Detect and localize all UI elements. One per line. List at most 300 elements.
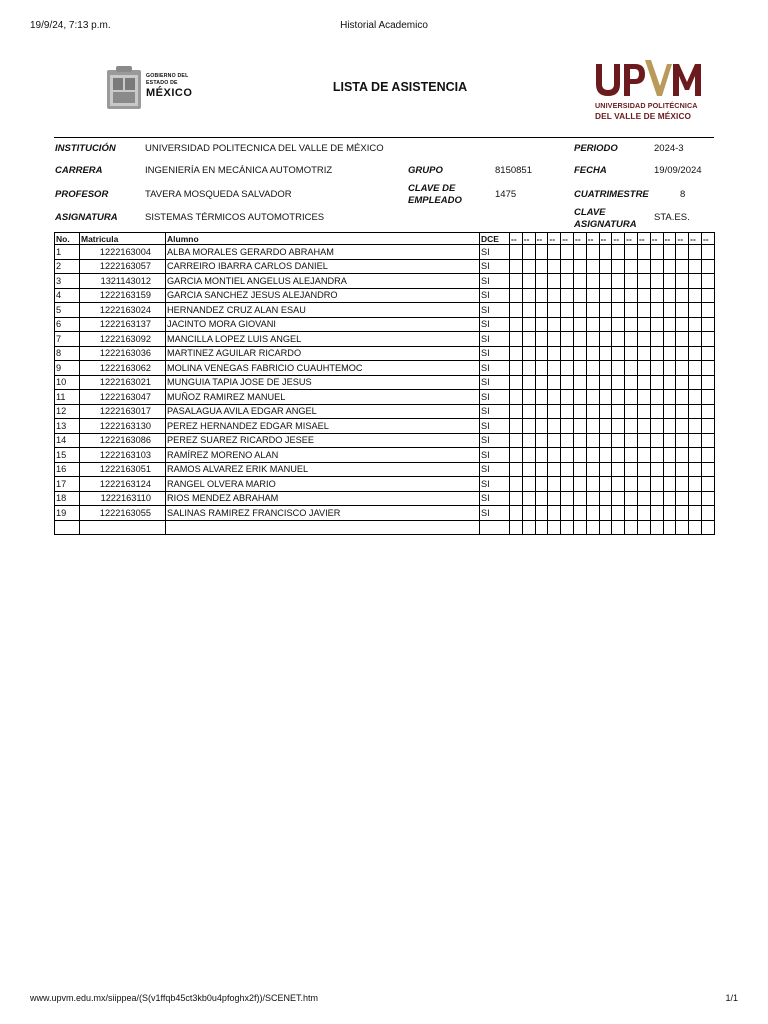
col-header-mark: -- [573, 233, 586, 245]
grupo-value: 8150851 [495, 165, 532, 176]
empty-cell [561, 520, 574, 535]
attendance-cell [586, 375, 599, 390]
table-row [55, 317, 715, 332]
attendance-cell [701, 259, 714, 274]
clave-empleado-label-line-1: CLAVE DE [408, 183, 456, 194]
attendance-cell [573, 274, 586, 289]
attendance-cell [561, 404, 574, 419]
row-matricula: 1222163036 [80, 346, 166, 361]
attendance-cell [625, 448, 638, 463]
attendance-cell [510, 491, 523, 506]
row-dce: SI [480, 288, 510, 303]
attendance-cell [663, 433, 676, 448]
attendance-cell [689, 361, 702, 376]
attendance-cell [701, 390, 714, 405]
attendance-cell [701, 433, 714, 448]
row-dce: SI [480, 506, 510, 521]
row-alumno: MOLINA VENEGAS FABRICIO CUAUHTEMOC [166, 361, 480, 376]
attendance-cell [573, 259, 586, 274]
row-dce: SI [480, 361, 510, 376]
attendance-cell [586, 346, 599, 361]
attendance-cell [535, 375, 548, 390]
attendance-cell [548, 303, 561, 318]
table-row [55, 288, 715, 303]
attendance-cell [548, 259, 561, 274]
attendance-cell [612, 361, 625, 376]
attendance-cell [689, 274, 702, 289]
table-header-row [55, 233, 715, 245]
attendance-cell [561, 259, 574, 274]
row-no: 11 [55, 390, 80, 405]
attendance-cell [535, 332, 548, 347]
row-no: 6 [55, 317, 80, 332]
attendance-cell [548, 361, 561, 376]
print-header [30, 20, 738, 34]
attendance-cell [548, 332, 561, 347]
attendance-cell [561, 346, 574, 361]
row-alumno: MUÑOZ RAMIREZ MANUEL [166, 390, 480, 405]
row-matricula: 1222163057 [80, 259, 166, 274]
col-header-mark: -- [612, 233, 625, 245]
row-no: 7 [55, 332, 80, 347]
attendance-cell [637, 274, 650, 289]
attendance-cell [676, 288, 689, 303]
attendance-cell [548, 433, 561, 448]
attendance-cell [637, 288, 650, 303]
attendance-cell [612, 506, 625, 521]
attendance-cell [599, 259, 612, 274]
attendance-cell [637, 462, 650, 477]
profesor-label: PROFESOR [55, 189, 109, 200]
attendance-cell [548, 390, 561, 405]
attendance-cell [650, 245, 663, 260]
attendance-cell [625, 245, 638, 260]
row-no: 5 [55, 303, 80, 318]
attendance-cell [586, 462, 599, 477]
attendance-cell [586, 288, 599, 303]
attendance-cell [510, 361, 523, 376]
header-divider [54, 137, 714, 138]
attendance-cell [586, 390, 599, 405]
table-row [55, 419, 715, 434]
row-no: 9 [55, 361, 80, 376]
attendance-cell [676, 332, 689, 347]
gob-line-2: ESTADO DE [146, 80, 178, 86]
empty-cell [676, 520, 689, 535]
col-header-mark: -- [510, 233, 523, 245]
attendance-cell [573, 462, 586, 477]
attendance-cell [599, 303, 612, 318]
row-matricula: 1222163062 [80, 361, 166, 376]
carrera-value: INGENIERÍA EN MECÁNICA AUTOMOTRIZ [145, 165, 333, 176]
attendance-cell [522, 506, 535, 521]
attendance-cell [599, 375, 612, 390]
attendance-cell [510, 317, 523, 332]
attendance-cell [676, 361, 689, 376]
attendance-cell [548, 506, 561, 521]
attendance-cell [625, 404, 638, 419]
attendance-cell [522, 288, 535, 303]
attendance-cell [510, 375, 523, 390]
empty-cell [573, 520, 586, 535]
attendance-cell [599, 346, 612, 361]
attendance-cell [548, 288, 561, 303]
attendance-cell [637, 332, 650, 347]
attendance-cell [522, 245, 535, 260]
attendance-cell [676, 346, 689, 361]
document-title: LISTA DE ASISTENCIA [332, 80, 468, 94]
table-row [55, 477, 715, 492]
attendance-cell [573, 303, 586, 318]
attendance-cell [599, 332, 612, 347]
attendance-cell [522, 462, 535, 477]
row-alumno: MARTINEZ AGUILAR RICARDO [166, 346, 480, 361]
state-seal-icon [106, 66, 142, 110]
empty-cell [663, 520, 676, 535]
empty-cell [535, 520, 548, 535]
attendance-cell [663, 419, 676, 434]
attendance-cell [701, 346, 714, 361]
row-alumno: HERNANDEZ CRUZ ALAN ESAU [166, 303, 480, 318]
attendance-cell [522, 317, 535, 332]
attendance-cell [625, 303, 638, 318]
attendance-cell [548, 491, 561, 506]
row-matricula: 1222163051 [80, 462, 166, 477]
gob-line-1: GOBIERNO DEL [146, 73, 189, 79]
row-alumno: MANCILLA LOPEZ LUIS ANGEL [166, 332, 480, 347]
col-header-mark: -- [586, 233, 599, 245]
row-matricula: 1222163024 [80, 303, 166, 318]
attendance-cell [612, 274, 625, 289]
table-row [55, 303, 715, 318]
attendance-cell [612, 448, 625, 463]
attendance-cell [573, 448, 586, 463]
row-dce: SI [480, 317, 510, 332]
attendance-cell [701, 506, 714, 521]
row-no: 18 [55, 491, 80, 506]
row-dce: SI [480, 346, 510, 361]
attendance-cell [548, 346, 561, 361]
attendance-cell [535, 245, 548, 260]
attendance-cell [650, 419, 663, 434]
col-header-mark: -- [548, 233, 561, 245]
table-row [55, 448, 715, 463]
attendance-cell [650, 361, 663, 376]
attendance-cell [586, 419, 599, 434]
attendance-cell [676, 404, 689, 419]
attendance-cell [689, 448, 702, 463]
attendance-cell [561, 448, 574, 463]
attendance-cell [573, 346, 586, 361]
attendance-cell [663, 506, 676, 521]
attendance-cell [625, 390, 638, 405]
attendance-cell [612, 419, 625, 434]
row-alumno: PASALAGUA AVILA EDGAR ANGEL [166, 404, 480, 419]
print-footer [30, 993, 738, 1003]
row-no: 10 [55, 375, 80, 390]
col-header-mark: -- [637, 233, 650, 245]
row-no: 19 [55, 506, 80, 521]
attendance-cell [522, 433, 535, 448]
attendance-cell [612, 332, 625, 347]
row-alumno: RIOS MENDEZ ABRAHAM [166, 491, 480, 506]
empty-cell [480, 520, 510, 535]
attendance-cell [676, 303, 689, 318]
table-row [55, 332, 715, 347]
attendance-cell [573, 390, 586, 405]
col-header-dce: DCE [480, 233, 510, 245]
attendance-cell [599, 433, 612, 448]
col-header-matricula: Matricula [80, 233, 166, 245]
fecha-value: 19/09/2024 [654, 165, 702, 176]
upvm-logo [593, 56, 705, 126]
attendance-cell [535, 419, 548, 434]
attendance-cell [689, 390, 702, 405]
attendance-cell [573, 245, 586, 260]
row-no: 15 [55, 448, 80, 463]
row-dce: SI [480, 303, 510, 318]
attendance-cell [701, 361, 714, 376]
row-matricula: 1222163047 [80, 390, 166, 405]
col-header-mark: -- [599, 233, 612, 245]
row-no: 2 [55, 259, 80, 274]
attendance-cell [510, 332, 523, 347]
col-header-mark: -- [625, 233, 638, 245]
col-header-mark: -- [663, 233, 676, 245]
row-alumno: ALBA MORALES GERARDO ABRAHAM [166, 245, 480, 260]
attendance-cell [676, 317, 689, 332]
attendance-cell [510, 506, 523, 521]
attendance-cell [586, 259, 599, 274]
attendance-cell [561, 317, 574, 332]
col-header-mark: -- [650, 233, 663, 245]
attendance-cell [663, 274, 676, 289]
attendance-cell [586, 303, 599, 318]
col-header-alumno: Alumno [166, 233, 480, 245]
attendance-cell [650, 375, 663, 390]
attendance-cell [663, 361, 676, 376]
attendance-cell [676, 274, 689, 289]
attendance-cell [612, 288, 625, 303]
attendance-cell [663, 448, 676, 463]
attendance-cell [522, 375, 535, 390]
cuatrimestre-value: 8 [680, 189, 686, 200]
row-dce: SI [480, 462, 510, 477]
carrera-label: CARRERA [55, 165, 103, 176]
empty-cell [650, 520, 663, 535]
attendance-cell [510, 419, 523, 434]
table-row [55, 375, 715, 390]
attendance-cell [625, 317, 638, 332]
attendance-cell [676, 506, 689, 521]
attendance-cell [701, 303, 714, 318]
attendance-cell [650, 491, 663, 506]
attendance-cell [612, 491, 625, 506]
table-row [55, 404, 715, 419]
attendance-cell [535, 433, 548, 448]
upvm-line-2: DEL VALLE DE MÉXICO [595, 111, 692, 121]
attendance-table [54, 232, 715, 535]
institucion-value: UNIVERSIDAD POLITECNICA DEL VALLE DE MÉXICO [145, 143, 384, 154]
attendance-cell [510, 462, 523, 477]
row-matricula: 1222163159 [80, 288, 166, 303]
attendance-cell [663, 346, 676, 361]
attendance-cell [650, 448, 663, 463]
attendance-cell [548, 317, 561, 332]
attendance-cell [561, 419, 574, 434]
attendance-cell [510, 288, 523, 303]
attendance-cell [561, 245, 574, 260]
attendance-cell [535, 491, 548, 506]
row-dce: SI [480, 259, 510, 274]
attendance-cell [548, 274, 561, 289]
attendance-cell [573, 404, 586, 419]
attendance-cell [522, 332, 535, 347]
attendance-cell [573, 419, 586, 434]
attendance-cell [510, 245, 523, 260]
table-row-empty [55, 520, 715, 535]
attendance-cell [689, 259, 702, 274]
attendance-cell [561, 477, 574, 492]
row-dce: SI [480, 491, 510, 506]
grupo-label: GRUPO [408, 165, 443, 176]
attendance-cell [522, 361, 535, 376]
attendance-cell [612, 346, 625, 361]
attendance-cell [701, 317, 714, 332]
attendance-cell [561, 462, 574, 477]
attendance-cell [701, 375, 714, 390]
col-header-mark: -- [561, 233, 574, 245]
row-dce: SI [480, 477, 510, 492]
attendance-cell [586, 361, 599, 376]
attendance-cell [625, 419, 638, 434]
attendance-cell [535, 346, 548, 361]
periodo-value: 2024-3 [654, 143, 684, 154]
attendance-cell [676, 433, 689, 448]
row-no: 3 [55, 274, 80, 289]
attendance-cell [573, 288, 586, 303]
attendance-cell [637, 390, 650, 405]
empty-cell [599, 520, 612, 535]
row-no: 14 [55, 433, 80, 448]
attendance-cell [586, 404, 599, 419]
attendance-cell [701, 404, 714, 419]
attendance-cell [637, 506, 650, 521]
attendance-cell [586, 491, 599, 506]
attendance-cell [650, 404, 663, 419]
attendance-cell [548, 448, 561, 463]
attendance-cell [637, 419, 650, 434]
attendance-cell [650, 506, 663, 521]
row-dce: SI [480, 419, 510, 434]
attendance-cell [689, 303, 702, 318]
attendance-cell [599, 477, 612, 492]
attendance-cell [637, 259, 650, 274]
attendance-cell [612, 433, 625, 448]
row-alumno: RANGEL OLVERA MARIO [166, 477, 480, 492]
print-url: www.upvm.edu.mx/siippea/(S(v1ffqb45ct3kb0u4pfoghx2f))/SCENET.htm [30, 993, 318, 1003]
attendance-cell [625, 433, 638, 448]
col-header-mark: -- [535, 233, 548, 245]
attendance-cell [522, 346, 535, 361]
attendance-cell [522, 274, 535, 289]
upvm-mark-icon [593, 56, 705, 100]
print-page-number: 1/1 [725, 993, 738, 1003]
row-dce: SI [480, 404, 510, 419]
row-matricula: 1222163110 [80, 491, 166, 506]
attendance-cell [535, 462, 548, 477]
attendance-cell [689, 245, 702, 260]
attendance-cell [689, 288, 702, 303]
attendance-cell [676, 245, 689, 260]
attendance-cell [573, 433, 586, 448]
clave-asignatura-value: STA.ES. [654, 212, 690, 223]
attendance-cell [599, 448, 612, 463]
attendance-cell [663, 491, 676, 506]
row-matricula: 1222163103 [80, 448, 166, 463]
attendance-cell [625, 288, 638, 303]
asignatura-label: ASIGNATURA [55, 212, 118, 223]
attendance-cell [573, 506, 586, 521]
attendance-cell [535, 390, 548, 405]
attendance-cell [650, 317, 663, 332]
attendance-cell [586, 448, 599, 463]
attendance-cell [650, 346, 663, 361]
profesor-value: TAVERA MOSQUEDA SALVADOR [145, 189, 292, 200]
attendance-cell [561, 375, 574, 390]
clave-empleado-label-line-2: EMPLEADO [408, 194, 462, 206]
attendance-cell [676, 477, 689, 492]
attendance-cell [612, 303, 625, 318]
attendance-cell [637, 245, 650, 260]
attendance-cell [663, 288, 676, 303]
row-matricula: 1222163086 [80, 433, 166, 448]
attendance-cell [548, 404, 561, 419]
row-dce: SI [480, 375, 510, 390]
attendance-cell [573, 491, 586, 506]
clave-empleado-value: 1475 [495, 189, 517, 200]
attendance-cell [663, 245, 676, 260]
attendance-cell [637, 404, 650, 419]
attendance-cell [650, 477, 663, 492]
attendance-cell [689, 332, 702, 347]
upvm-line-1: UNIVERSIDAD POLITÉCNICA [595, 101, 698, 110]
attendance-cell [612, 375, 625, 390]
table-row [55, 259, 715, 274]
attendance-cell [510, 346, 523, 361]
attendance-cell [701, 419, 714, 434]
attendance-cell [663, 404, 676, 419]
attendance-cell [599, 462, 612, 477]
col-header-mark: -- [689, 233, 702, 245]
attendance-cell [573, 332, 586, 347]
attendance-cell [586, 317, 599, 332]
row-no: 8 [55, 346, 80, 361]
attendance-cell [637, 433, 650, 448]
row-no: 1 [55, 245, 80, 260]
attendance-cell [586, 433, 599, 448]
row-matricula: 1222163055 [80, 506, 166, 521]
empty-cell [586, 520, 599, 535]
attendance-cell [612, 390, 625, 405]
attendance-cell [535, 303, 548, 318]
print-datetime: 19/9/24, 7:13 p.m. [30, 20, 111, 31]
row-alumno: RAMÍREZ MORENO ALAN [166, 448, 480, 463]
row-matricula: 1321143012 [80, 274, 166, 289]
attendance-cell [586, 477, 599, 492]
attendance-cell [586, 332, 599, 347]
attendance-cell [689, 506, 702, 521]
